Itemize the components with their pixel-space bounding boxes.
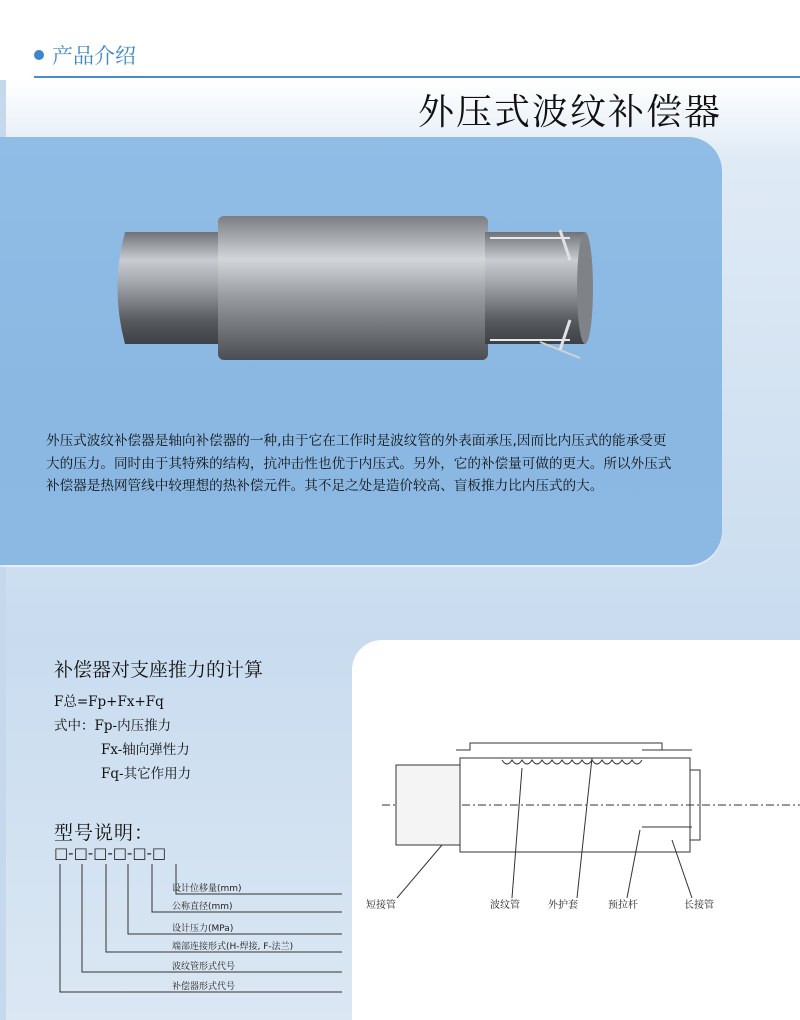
- where-prefix: 式中：: [54, 718, 95, 734]
- diagram-label: 短接管: [366, 900, 396, 911]
- diagram-label: 波纹管: [490, 900, 520, 911]
- header-rule: [34, 76, 800, 78]
- formula-term: Fp-内压推力: [94, 718, 172, 734]
- bullet-dot-icon: [34, 50, 44, 60]
- legend-item: 公称直径(mm): [172, 902, 233, 912]
- diagram-label: 外护套: [548, 900, 578, 911]
- model-code: □-□-□-□-□-□: [54, 844, 167, 862]
- model-title: 型号说明：: [54, 822, 155, 844]
- formula-term: Fx-轴向弹性力: [101, 742, 190, 758]
- legend-item: 波纹管形式代号: [172, 962, 236, 972]
- formula-term-row: [54, 714, 191, 738]
- legend-item: 端部连接形式(H-焊接, F-法兰): [172, 942, 294, 952]
- legend-item: 设计压力(MPa): [172, 924, 234, 934]
- calc-title: 补偿器对支座推力的计算: [54, 659, 264, 681]
- formula-term: Fq-其它作用力: [101, 766, 192, 782]
- product-image: [100, 200, 600, 370]
- product-description: 外压式波纹补偿器是轴向补偿器的一种,由于它在工作时是波纹管的外表面承压,因而比内压式的能承受更大的压力。同时由于其特殊的结构，抗冲击性也优于内压式。另外，它的补偿量可做的更大。所以外压式补偿器是热网管线中较理想的热补偿元件。其不足之处是造价较高、盲板推力比内压式的大。: [46, 433, 672, 494]
- legend-item: 设计位移量(mm): [172, 884, 242, 894]
- formula-block: [54, 690, 191, 786]
- diagram-label: 长接管: [684, 900, 714, 911]
- structure-diagram: [352, 640, 800, 1020]
- page-title: 外压式波纹补偿器: [417, 92, 722, 133]
- model-code-diagram: [52, 842, 352, 1012]
- diagram-label: 预拉杆: [608, 900, 638, 911]
- section-label-text: 产品介绍: [52, 44, 136, 68]
- section-label: [34, 40, 136, 70]
- legend-item: 补偿器形式代号: [172, 982, 236, 992]
- formula: F总=Fp+Fx+Fq: [54, 694, 164, 710]
